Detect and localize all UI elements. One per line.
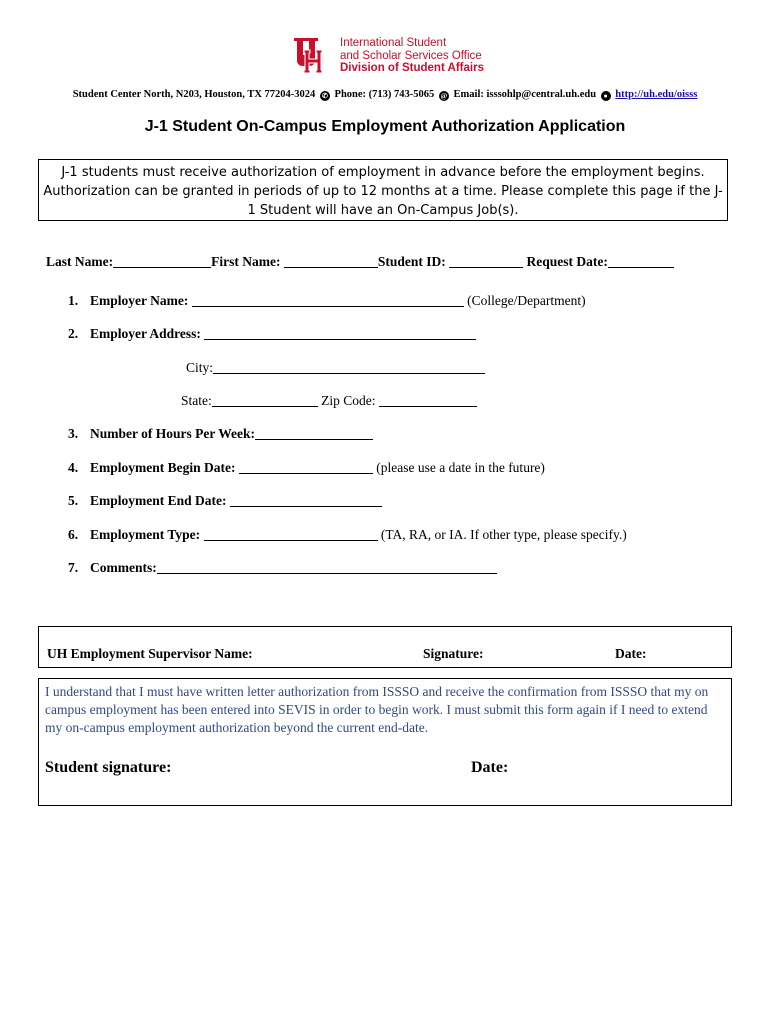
student-id-field[interactable] [449, 254, 523, 268]
student-date-label: Date: [471, 759, 509, 776]
comments-label: Comments: [90, 560, 157, 575]
logo-line-2: and Scholar Services Office [340, 49, 482, 62]
request-date-field[interactable] [608, 254, 674, 268]
supervisor-signature-label: Signature: [423, 646, 484, 661]
employment-type-row [68, 527, 627, 543]
comments-row [68, 560, 497, 576]
state-label: State: [181, 393, 212, 408]
notice-box: J-1 students must receive authorization of employment in advance before the employment begins. Authorization can be granted in periods of up to 12 months at a time. Please complete this page if the J-1 Student will have an On-Campus Job(s). [38, 159, 728, 221]
logo-line-3: Division of Student Affairs [340, 62, 484, 74]
hours-row [68, 426, 373, 442]
state-zip-row [181, 393, 477, 409]
email-icon: @ [440, 92, 448, 100]
student-id-label: Student ID: [377, 254, 446, 269]
begin-date-label: Employment Begin Date: [90, 460, 236, 475]
employer-address-row [68, 326, 476, 342]
employer-address-label: Employer Address: [90, 326, 201, 341]
city-field[interactable] [213, 360, 485, 374]
website-link[interactable]: http://uh.edu/oisss [615, 89, 698, 100]
employer-name-field[interactable] [192, 293, 464, 307]
globe-icon: ● [601, 91, 611, 101]
student-agreement-box [38, 678, 732, 806]
state-field[interactable] [212, 393, 318, 407]
city-label: City: [186, 360, 214, 375]
item-number: 7. [68, 560, 79, 575]
employment-type-label: Employment Type: [90, 527, 201, 542]
zip-field[interactable] [379, 393, 477, 407]
end-date-field[interactable] [230, 493, 382, 507]
comments-field[interactable] [157, 560, 497, 574]
supervisor-box [38, 626, 732, 668]
item-number: 4. [68, 460, 79, 475]
employment-type-field[interactable] [204, 527, 378, 541]
employer-address-field[interactable] [204, 326, 476, 340]
phone: Phone: (713) 743-5065 [334, 89, 435, 100]
uh-logo-icon [292, 36, 332, 76]
item-number: 2. [68, 326, 79, 341]
city-row [186, 360, 485, 376]
request-date-label: Request Date: [526, 254, 608, 269]
employer-name-label: Employer Name: [90, 293, 189, 308]
end-date-label: Employment End Date: [90, 493, 227, 508]
begin-date-hint: (please use a date in the future) [376, 460, 545, 475]
item-number: 3. [68, 426, 79, 441]
address: Student Center North, N203, Houston, TX 77204-3024 [72, 89, 316, 100]
agreement-text: I understand that I must have written letter authorization from ISSSO and receive the confirmation from ISSSO that my on campus employment has been entered into SEVIS in order to begin work. I must submit this form again if I need to extend my on-campus employment authorization beyond the current end-date. [45, 684, 709, 735]
supervisor-date-label: Date: [615, 646, 647, 661]
first-name-field[interactable] [284, 254, 378, 268]
student-signature-label: Student signature: [45, 759, 172, 776]
form-title: J-1 Student On-Campus Employment Authorization Application [144, 118, 626, 135]
zip-label: Zip Code: [321, 393, 376, 408]
phone-icon: ✆ [320, 91, 330, 101]
employer-name-hint: (College/Department) [467, 293, 586, 308]
first-name-label: First Name: [211, 254, 281, 269]
office-name [340, 37, 484, 75]
employment-type-hint: (TA, RA, or IA. If other type, please specify.) [380, 527, 627, 542]
employer-name-row [68, 293, 586, 309]
supervisor-name-label: UH Employment Supervisor Name: [47, 646, 253, 661]
last-name-label: Last Name: [46, 254, 114, 269]
contact-line [0, 89, 770, 101]
begin-date-field[interactable] [239, 460, 373, 474]
end-date-row [68, 493, 382, 509]
last-name-field[interactable] [113, 254, 211, 268]
item-number: 1. [68, 293, 79, 308]
logo-line-1: International Student [340, 37, 447, 49]
email: Email: isssohlp@central.uh.edu [453, 89, 597, 100]
hours-field[interactable] [255, 426, 373, 440]
item-number: 5. [68, 493, 79, 508]
item-number: 6. [68, 527, 79, 542]
name-row [46, 254, 674, 270]
begin-date-row [68, 460, 545, 476]
hours-label: Number of Hours Per Week: [90, 426, 255, 441]
